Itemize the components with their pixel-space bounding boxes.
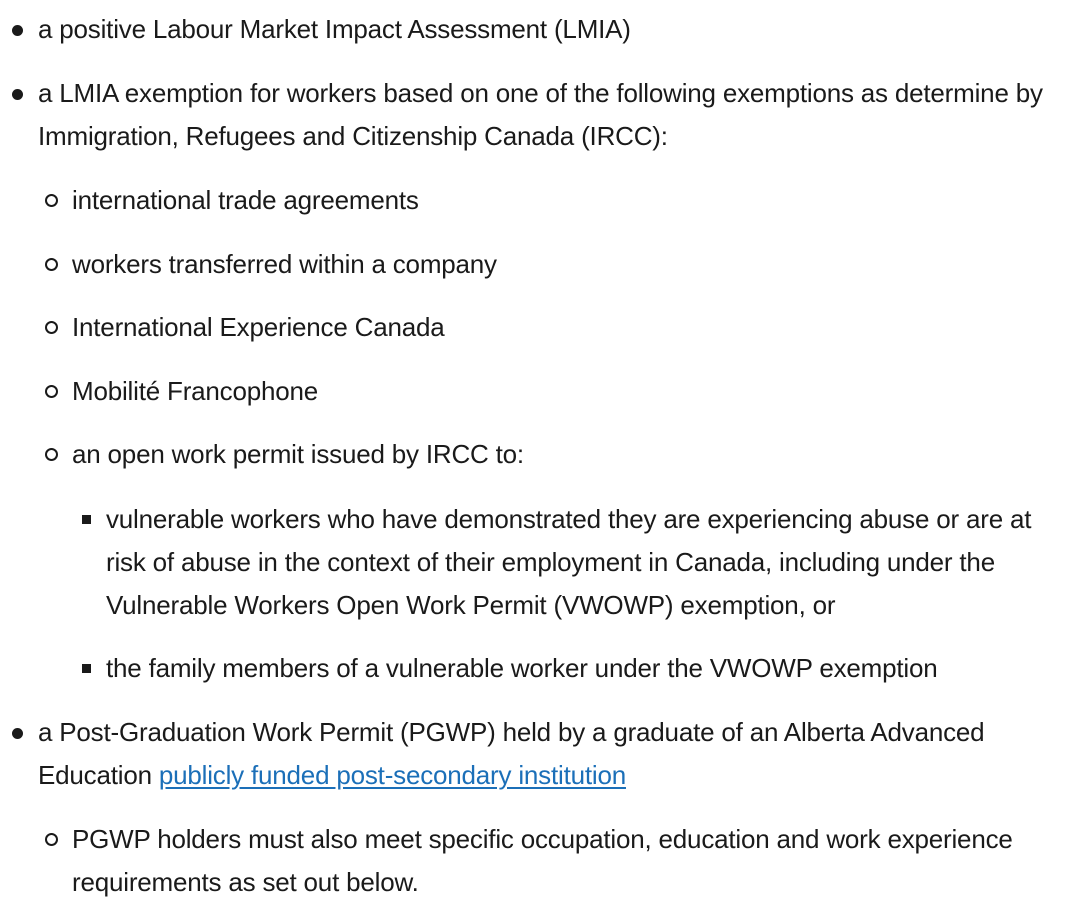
list-item-pgwp-line2	[38, 760, 626, 791]
sublist-item: an open work permit issued by IRCC to:	[72, 439, 524, 469]
bullet-square-icon	[82, 515, 91, 524]
list-item-lmia-exemption-line2: Immigration, Refugees and Citizenship Canada (IRCC):	[38, 121, 668, 151]
nested-item-vulnerable-line2: risk of abuse in the context of their employment in Canada, including under the	[106, 547, 995, 577]
bullet-circle-icon	[45, 833, 58, 846]
bullet-circle-icon	[45, 321, 58, 334]
list-item-pgwp-line1: a Post-Graduation Work Permit (PGWP) held by a graduate of an Alberta Advanced	[38, 717, 985, 747]
bullet-circle-icon	[45, 258, 58, 271]
nested-item-family: the family members of a vulnerable worker under the VWOWP exemption	[106, 653, 938, 683]
bullet-circle-icon	[45, 385, 58, 398]
sublist-item: International Experience Canada	[72, 312, 445, 342]
bullet-disc-icon	[12, 25, 23, 36]
nested-item-vulnerable-line1: vulnerable workers who have demonstrated they are experiencing abuse or are at	[106, 504, 1032, 534]
list-item-lmia-exemption-line1: a LMIA exemption for workers based on one of the following exemptions as determine by	[38, 78, 1043, 108]
sublist-item-pgwp-line2: requirements as set out below.	[72, 867, 419, 897]
publicly-funded-institution-link[interactable]: publicly funded post-secondary institution	[158, 760, 626, 790]
bullet-disc-icon	[12, 728, 23, 739]
list-item-lmia: a positive Labour Market Impact Assessment (LMIA)	[38, 14, 631, 44]
bullet-circle-icon	[45, 194, 58, 207]
sublist-item-pgwp-line1: PGWP holders must also meet specific occupation, education and work experience	[72, 824, 1013, 854]
sublist-item: workers transferred within a company	[72, 249, 497, 279]
nested-item-vulnerable-line3: Vulnerable Workers Open Work Permit (VWOWP) exemption, or	[106, 590, 836, 620]
bullet-square-icon	[82, 664, 91, 673]
pgwp-prefix-text: Education	[38, 760, 152, 790]
sublist-item: international trade agreements	[72, 185, 419, 215]
bullet-disc-icon	[12, 89, 23, 100]
bullet-circle-icon	[45, 448, 58, 461]
sublist-item: Mobilité Francophone	[72, 376, 319, 406]
